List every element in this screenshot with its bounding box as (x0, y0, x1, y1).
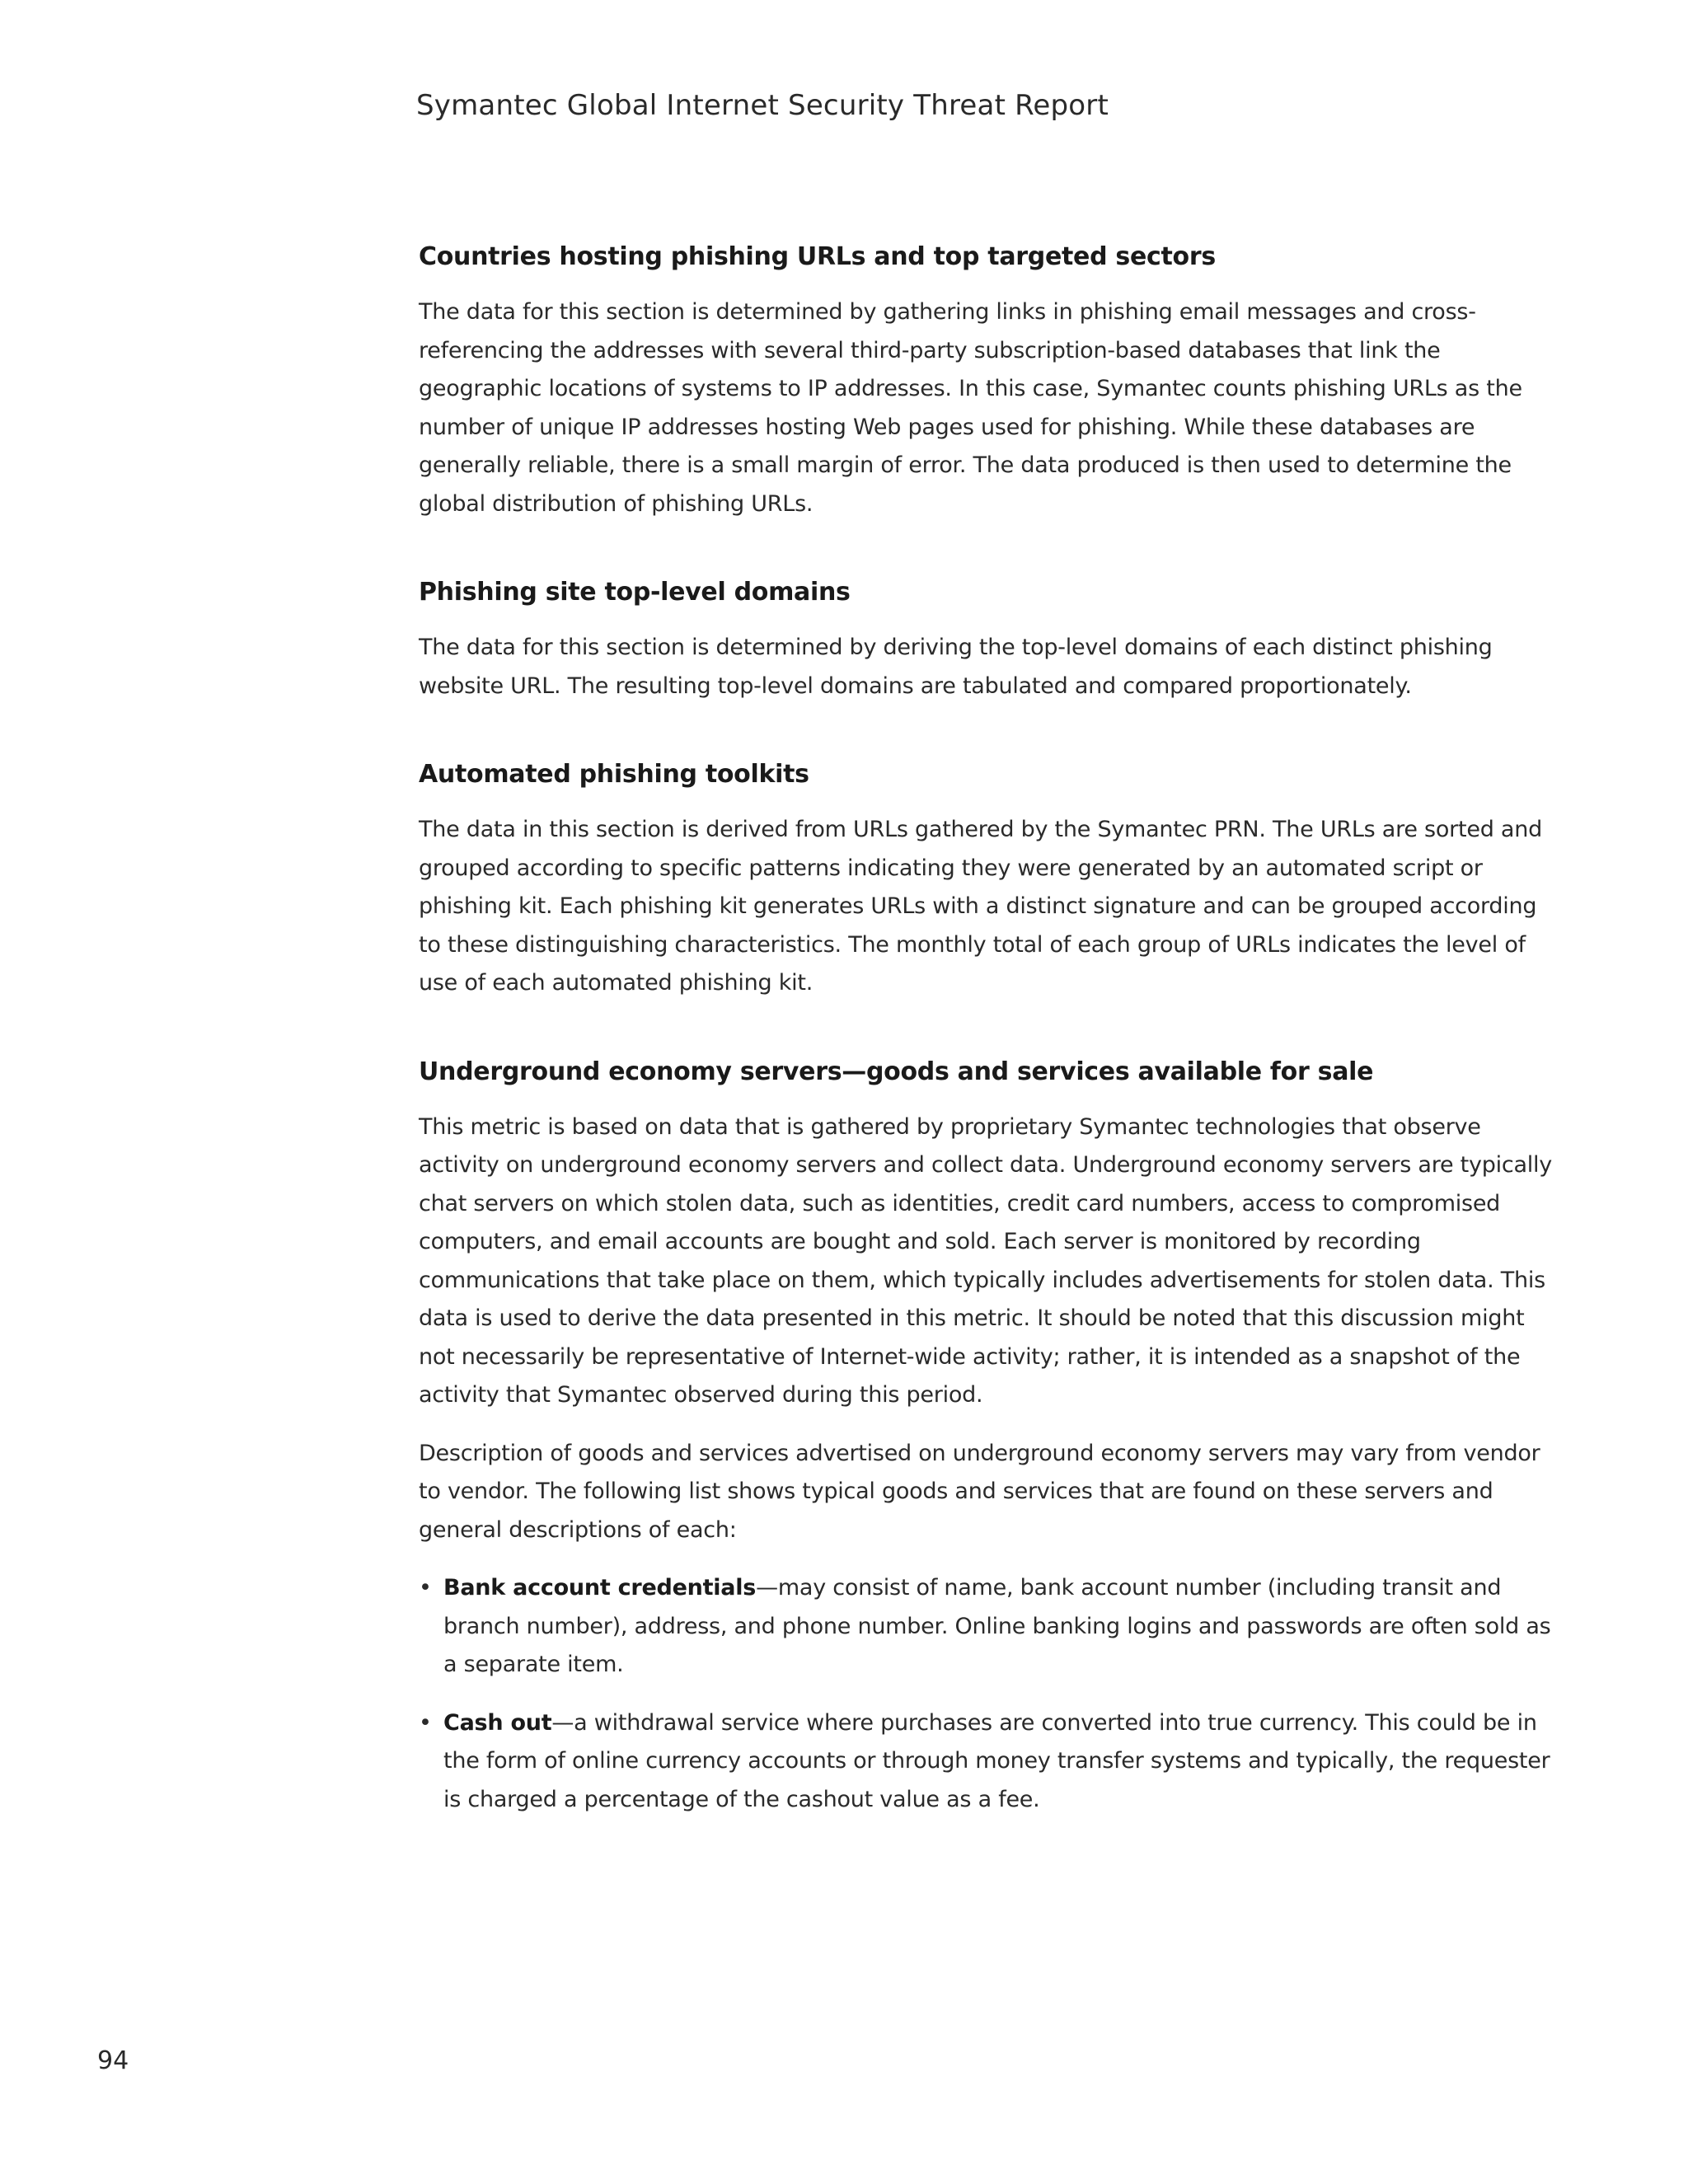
bullet-term: Cash out (443, 1709, 552, 1736)
paragraph: This metric is based on data that is gathered by proprietary Symantec technologies that observe activity on underground economy servers and collect data. Underground economy servers are typically chat servers on which stolen data, such as identities, credit card numbers, access to compromised computers, and email accounts are bought and sold. Each server is monitored by recording communications that take place on them, which typically includes advertisements for stolen data. This data is used to derive the data presented in this metric. It should be noted that this discussion might not necessarily be representative of Internet-wide activity; rather, it is intended as a snapshot of the activity that Symantec observed during this period. (419, 1113, 1552, 1408)
page-number: 94 (97, 2046, 129, 2075)
section-heading: Countries hosting phishing URLs and top targeted sectors (419, 242, 1216, 271)
section-heading: Underground economy servers—goods and services available for sale (419, 1057, 1374, 1086)
section-phishing-tld (419, 574, 1564, 705)
list-item (419, 1569, 1564, 1685)
bullet-text: —may consist of name, bank account number (including transit and branch number), address, and phone number. Online banking logins and passwords are often sold as a separate item. (443, 1575, 1551, 1677)
paragraph: The data in this section is derived from URLs gathered by the Symantec PRN. The URLs are sorted and grouped according to specific patterns indicating they were generated by an automated script or phishing kit. Each phishing kit generates URLs with a distinct signature and can be grouped according to these distinguishing characteristics. The monthly total of each group of URLs indicates the level of use of each automated phishing kit. (419, 817, 1542, 996)
section-countries-hosting-phishing (419, 239, 1564, 523)
paragraph: The data for this section is determined by gathering links in phishing email messages and cross-referencing the addresses with several third-party subscription-based databases that link the geographic locations of systems to IP addresses. In this case, Symantec counts phishing URLs as the number of unique IP addresses hosting Web pages used for phishing. While these databases are generally reliable, there is a small margin of error. The data produced is then used to determine the global distribution of phishing URLs. (419, 299, 1522, 517)
bullet-text: —a withdrawal service where purchases are converted into true currency. This could be in the form of online currency accounts or through money transfer systems and typically, the requester is charged a percentage of the cashout value as a fee. (443, 1709, 1550, 1812)
section-phishing-toolkits (419, 757, 1564, 1003)
bullet-icon: • (419, 1575, 432, 1601)
paragraph: The data for this section is determined by deriving the top-level domains of each distinct phishing website URL. The resulting top-level domains are tabulated and compared proportionately. (419, 635, 1493, 699)
bullet-term: Bank account credentials (443, 1575, 757, 1601)
list-item (419, 1704, 1564, 1820)
goods-services-list (419, 1569, 1564, 1819)
paragraph: Description of goods and services advertised on underground economy servers may vary from vendor to vendor. The following list shows typical goods and services that are found on these servers and general descriptions of each: (419, 1440, 1540, 1543)
section-heading: Phishing site top-level domains (419, 578, 851, 607)
document-body (419, 239, 1564, 1870)
section-underground-economy (419, 1054, 1564, 1820)
section-heading: Automated phishing toolkits (419, 760, 809, 789)
bullet-icon: • (419, 1709, 432, 1736)
running-header: Symantec Global Internet Security Threat Report (416, 89, 1109, 122)
